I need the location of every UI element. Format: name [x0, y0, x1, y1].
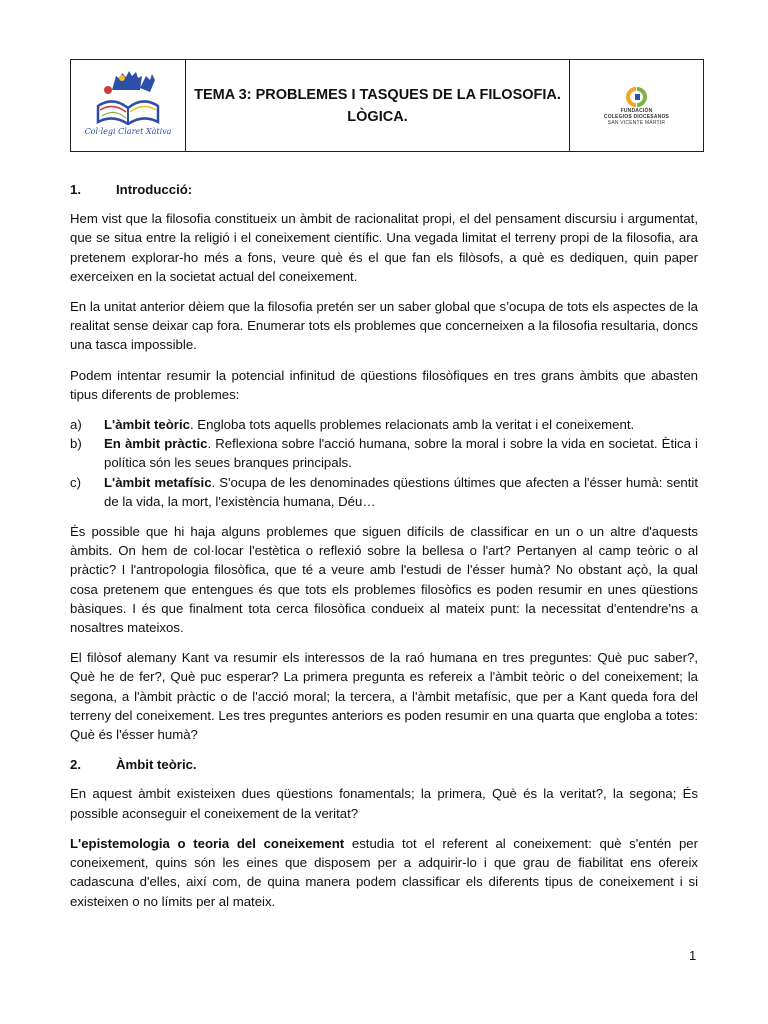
list-term: En àmbit pràctic: [104, 436, 208, 452]
list-description: . Engloba tots aquells problemes relacionats amb la veritat i el coneixement.: [189, 417, 635, 433]
paragraph: [70, 834, 698, 911]
list-term: L'àmbit teòric: [104, 417, 190, 433]
foundation-subname: COLEGIOS DIOCESANOS: [603, 113, 670, 120]
paragraph: En aquest àmbit existeixen dues qüestions fonamentals; la primera, Què és la veritat?, la segona; És possible aconseguir el coneixement de la veritat?: [70, 786, 698, 821]
section-title: Introducció:: [116, 182, 193, 197]
list-marker: a): [70, 417, 82, 433]
page-number: 1: [689, 948, 697, 963]
paragraph: El filòsof alemany Kant va resumir els interessos de la raó humana en tres preguntes: Què puc saber?, Què he de fer?, Què puc esperar? La primera pregunta es refereix a l'àmbit teòric o del coneixement; la segona, a l'àmbit pràctic o de l'acció moral; la tercera, a l'àmbit metafísic, que per a Kant queda fora del terreny del coneixement. Les tres preguntes anteriors es poden resumir en una quarta que engloba a totes: Què és l'ésser humà?: [70, 650, 698, 743]
section-number: 2.: [70, 757, 81, 773]
epistemology-description: estudia tot el referent al coneixement: què s'entén per coneixement, quins són les eines que disposem per a adquirir-lo i que grau de fiabilitat ens ofereix cadascuna d'elles, així com, de quina manera podem classificar els diferents tipus de coneixement i si existeixen o no límits per al mateix.: [70, 835, 699, 909]
scope-list: [70, 415, 698, 511]
paragraph: Hem vist que la filosofia constitueix un àmbit de racionalitat propi, el del pensament discursiu i argumentat, que se situa entre la religió i el coneixement científic. Una vegada limitat el terreny propi de la filosofia, ara pretenem explorar-ho més a fons, veure què és el que fan els filòsofs, a què es dediquen, quin paper exerceixen en la societat actual del coneixement.: [70, 211, 698, 284]
section-title: Àmbit teòric.: [116, 757, 197, 773]
section-number: 1.: [70, 182, 81, 197]
title-cell: [186, 60, 570, 151]
list-item: [70, 434, 698, 472]
list-marker: c): [70, 474, 81, 490]
paragraph: Podem intentar resumir la potencial infinitud de qüestions filosòfiques en tres grans àmbits que abasten tipus diferents de problemes:: [70, 367, 698, 402]
document-body: [70, 180, 698, 922]
foundation-logo: [595, 86, 679, 126]
school-logo-text: Col·legi Claret Xàtiva: [84, 126, 172, 136]
section-1-heading: [70, 180, 698, 199]
document-title-line2: LÒGICA.: [347, 108, 408, 125]
document-header: [70, 59, 704, 152]
school-logo: [78, 66, 178, 146]
paragraph: És possible que hi haja alguns problemes que siguen difícils de classificar en un o un altre d'aquests àmbits. On hem de col·locar l'estètica o reflexió sobre la bellesa o l'art? Pertanyen al camp teòric o al pràctic? I l'antropologia filosòfica, que té a veure amb l'estudi de l'ésser humà? No obstant açò, la qual cosa pretenem que entengues és que tots els problemes filosòfics es poden resumir en unes qüestions bàsiques. I és que finalment tota cerca filosòfica condueix al mateix punt: la necessitat d'entendre'ns a nosaltres mateixos.: [70, 524, 698, 636]
list-term: L'àmbit metafísic: [104, 474, 212, 490]
section-2-heading: [70, 755, 698, 774]
foundation-logo-cell: [570, 60, 703, 151]
list-marker: b): [70, 436, 82, 452]
document-title-line1: TEMA 3: PROBLEMES I TASQUES DE LA FILOSOFIA.: [194, 86, 561, 103]
list-item: [70, 415, 698, 434]
paragraph: En la unitat anterior dèiem que la filosofia pretén ser un saber global que s’ocupa de tots els aspectes de la realitat sense deixar cap fora. Enumerar tots els problemes que concerneixen a la filosofia resultaria, doncs una tasca impossible.: [70, 299, 698, 353]
list-item: [70, 473, 698, 511]
list-description: . S'ocupa de les denominades qüestions últimes que afecten a l'ésser humà: sentit de la vida, la mort, l'existència humana, Déu…: [104, 474, 699, 509]
foundation-monogram-icon: [624, 86, 650, 108]
school-logo-cell: [71, 60, 186, 151]
epistemology-term: L'epistemologia o teoria del coneixement: [70, 835, 345, 851]
foundation-location: SAN VICENTE MÁRTIR: [607, 119, 666, 126]
foundation-name: FUNDACIÓN: [620, 107, 653, 114]
list-description: . Reflexiona sobre l'acció humana, sobre la moral i sobre la vida en societat. Ètica i política són les seues branques principals.: [104, 436, 698, 471]
